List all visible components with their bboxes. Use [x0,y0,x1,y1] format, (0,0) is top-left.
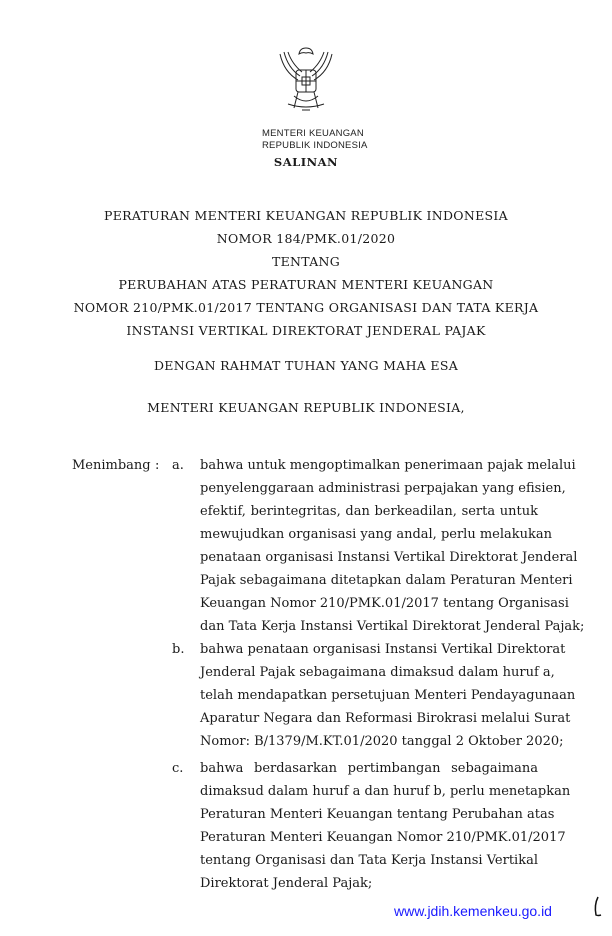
considering-paragraph [200,454,585,638]
regulation-number: NOMOR 184/PMK.01/2020 [216,231,396,246]
paragraph-line: bahwa untuk mengoptimalkan penerimaan pajak melalui [200,458,576,473]
considering-label: Menimbang [72,458,151,473]
garuda-emblem-icon [276,40,336,120]
subject-line-1: PERUBAHAN ATAS PERATURAN MENTERI KEUANGAN [118,277,494,292]
invocation: DENGAN RAHMAT TUHAN YANG MAHA ESA [153,358,459,373]
paragraph-line: tentang Organisasi dan Tata Kerja Instansi Vertikal [200,853,538,868]
paragraph-line: penyelenggaraan administrasi perpajakan yang efisien, [200,481,566,496]
paragraph-line: Pajak sebagaimana ditetapkan dalam Peraturan Menteri [200,573,573,588]
considering-colon: : [155,458,160,473]
paragraph-line: Peraturan Menteri Keuangan Nomor 210/PMK.01/2017 [200,830,566,845]
ministry-name: MENTERI KEUANGAN [262,128,364,139]
paragraph-line: dan Tata Kerja Instansi Vertikal Direktorat Jenderal Pajak; [200,619,585,634]
ministry-header [262,128,368,152]
website-link[interactable]: www.jdih.kemenkeu.go.id [394,903,552,919]
item-marker: c. [172,761,184,776]
paragraph-line: penataan organisasi Instansi Vertikal Direktorat Jenderal [200,550,578,565]
paragraph-line: telah mendapatkan persetujuan Menteri Pendayagunaan [200,688,576,703]
paragraph-line: Nomor: B/1379/M.KT.01/2020 tanggal 2 Oktober 2020; [200,734,564,749]
initial-mark-icon [592,896,602,918]
subject-line-3: INSTANSI VERTIKAL DIREKTORAT JENDERAL PAJAK [126,323,486,338]
paragraph-line: dimaksud dalam huruf a dan huruf b, perlu menetapkan [200,784,571,799]
item-marker: a. [172,458,184,473]
paragraph-line: Direktorat Jenderal Pajak; [200,876,373,891]
paragraph-line: Keuangan Nomor 210/PMK.01/2017 tentang Organisasi [200,596,569,611]
paragraph-line: mewujudkan organisasi yang andal, perlu melakukan [200,527,553,542]
about-label: TENTANG [271,254,341,269]
considering-paragraph [200,638,576,753]
issuer: MENTERI KEUANGAN REPUBLIK INDONESIA, [147,400,465,415]
paragraph-line: Peraturan Menteri Keuangan tentang Perubahan atas [200,807,555,822]
paragraph-line: bahwa berdasarkan pertimbangan sebagaimana [200,761,538,776]
item-marker: b. [172,642,185,657]
regulation-title: PERATURAN MENTERI KEUANGAN REPUBLIK INDONESIA [104,208,508,223]
republic-name: REPUBLIK INDONESIA [262,140,368,151]
considering-paragraph [200,757,571,895]
paragraph-line: Aparatur Negara dan Reformasi Birokrasi melalui Surat [200,711,571,726]
paragraph-line: bahwa penataan organisasi Instansi Vertikal Direktorat [200,642,566,657]
paragraph-line: efektif, berintegritas, dan berkeadilan, serta untuk [200,504,538,519]
subject-line-2: NOMOR 210/PMK.01/2017 TENTANG ORGANISASI DAN TATA KERJA [73,300,539,315]
copy-label: SALINAN [273,155,339,169]
paragraph-line: Jenderal Pajak sebagaimana dimaksud dalam huruf a, [200,665,555,680]
